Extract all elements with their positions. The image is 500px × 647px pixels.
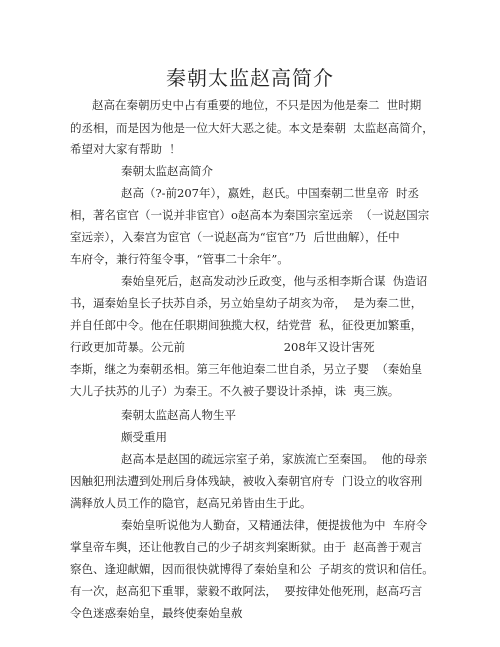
text-line: 赵高在秦朝历史中占有重要的地位，不只是因为他是秦二 世时期 [92,98,422,112]
text-line: 车府令，兼行符玺令事，“管事二十余年”。 [70,252,289,266]
text-line: 李斯，继之为秦朝丞相。第三年他迫秦二世自杀，另立子婴 （秦始皇 [70,362,423,376]
text-line: 有一次，赵高犯下重罪，蒙毅不敢阿法， 要按律处他死刑，赵高巧言 [70,584,423,598]
text-line: 满释放人员工作的隐官，赵高兄弟皆由生于此。 [70,496,312,510]
text-line: 室远亲），入秦宫为宦官（一说赵高为“宦官”乃 后世曲解），任中 [70,230,400,244]
text-line: 令色迷惑秦始皇，最终使秦始皇赦 [70,606,243,620]
section-heading: 秦朝太监赵高人物生平 [121,408,236,422]
text-line: 秦始皇听说他为人勤奋，又精通法律，便提拔他为中 车府令 [121,518,428,532]
text-line: 大儿子扶苏的儿子）为秦王。不久被子婴设计杀掉，诛 夷三族。 [70,384,400,398]
text-line: 的丞相，而是因为他是一位大奸大恶之徒。本文是秦朝 太监赵高简介， [70,121,434,135]
text-line: 相，著名宦官（一说并非宦官）o赵高本为秦国宗室远亲 （一说赵国宗 [70,208,430,222]
page-title: 秦朝太监赵高简介 [166,66,334,90]
text-line: 因触犯刑法遭到处刑后身体残缺，被收入秦朝官府专 门设立的收容刑 [70,474,423,488]
text-line: 察色、逢迎献媚，因而很快就博得了秦始皇和公 子胡亥的赏识和信任。 [70,562,434,576]
text-line: 掌皇帝车舆，还让他教自己的少子胡亥判案断狱。由于 赵高善于观言 [70,540,423,554]
text-line: 赵高（?-前207年），嬴姓，赵氏。中国秦朝二世皇帝 时丞 [121,186,420,200]
text-line: 秦始皇死后，赵高发动沙丘政变，他与丞相李斯合谋 伪造诏 [121,274,428,288]
text-line: 希望对大家有帮助 ！ [70,142,181,156]
section-subheading: 颇受重用 [121,430,167,444]
text-line: 行政更加苛暴。公元前 208年又设计害死 [70,340,375,354]
text-line: 赵高本是赵国的疏远宗室子弟，家族流亡至秦国。 他的母亲 [121,452,428,466]
text-line: 并自任郎中令。他在任职期间独揽大权，结党营 私，征役更加繁重， [70,318,423,332]
section-heading: 秦朝太监赵高简介 [121,164,213,178]
text-line: 书，逼秦始皇长子扶苏自杀，另立始皇幼子胡亥为帝， 是为秦二世， [70,296,423,310]
